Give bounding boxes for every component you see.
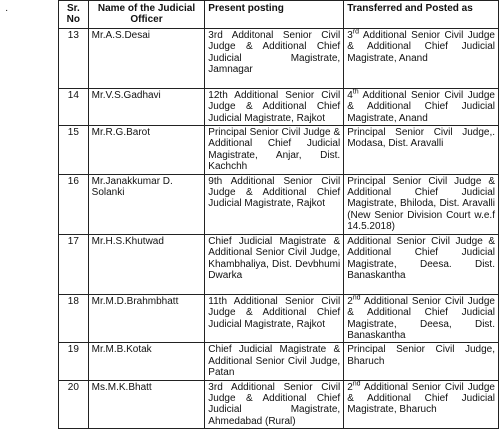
cell-officer-name: Mr.M.D.Brahmbhatt	[88, 294, 205, 343]
transferred-text: 2	[347, 295, 353, 307]
cell-transferred-posted	[344, 294, 499, 343]
table-header-row	[59, 1, 499, 29]
transferred-text-rest: Additional Senior Civil Judge & Additional Chief Judicial Magistrate, Deesa, Dist. Banaskantha	[347, 295, 495, 341]
transferred-text: 4	[347, 89, 353, 101]
table-row	[59, 380, 499, 429]
cell-sr-no: 13	[59, 28, 89, 88]
transferred-text-rest: Additional Senior Civil Judge & Additional Chief Judicial Magistrate, Bharuch	[347, 381, 495, 416]
present-posting-text: Chief Judicial Magistrate & Additional Senior Civil Judge, Patan	[208, 344, 341, 379]
cell-present-posting	[205, 28, 344, 88]
cell-present-posting	[205, 126, 344, 175]
cell-officer-name: Mr.R.G.Barot	[88, 126, 205, 175]
table-row	[59, 28, 499, 88]
transferred-text: Additional Senior Civil Judge & Additional Chief Judicial Magistrate, Deesa. Dist. Banaskantha	[347, 235, 495, 281]
table-body	[59, 28, 499, 428]
cell-officer-name: Mr.H.S.Khutwad	[88, 234, 205, 294]
table-row	[59, 88, 499, 125]
table-row	[59, 294, 499, 343]
cell-transferred-posted	[344, 380, 499, 429]
table-row	[59, 174, 499, 234]
ordinal-suffix: nd	[352, 380, 361, 388]
transferred-text: Principal Senior Civil Judge,. Modasa, Dist. Aravalli	[347, 127, 495, 150]
cell-present-posting	[205, 88, 344, 125]
cell-present-posting	[205, 234, 344, 294]
cell-officer-name: Mr.M.B.Kotak	[88, 343, 205, 380]
ordinal-suffix: rd	[352, 28, 359, 36]
cell-present-posting	[205, 343, 344, 380]
transferred-text-rest: Additional Senior Civil Judge & Additional Chief Judicial Magistrate, Anand	[347, 89, 495, 124]
cell-transferred-posted	[344, 343, 499, 380]
cell-present-posting	[205, 294, 344, 343]
cell-sr-no: 19	[59, 343, 89, 380]
transferred-text: 3	[347, 29, 353, 41]
present-posting-text: Chief Judicial Magistrate & Additional Senior Civil Judge, Khambhaliya, Dist. Devbhumi Dwarka	[208, 235, 341, 281]
header-name: Name of the Judicial Officer	[88, 1, 205, 29]
present-posting-text: 12th Additional Senior Civil Judge & Additional Chief Judicial Magistrate, Rajkot	[208, 89, 341, 124]
cell-officer-name: Mr.A.S.Desai	[88, 28, 205, 88]
cell-transferred-posted	[344, 28, 499, 88]
transferred-text: Principal Senior Civil Judge & Additional Chief Judicial Magistrate, Bhiloda, Dist. Aravalli (New Senior Division Court w.e.f 14.5.2018)	[347, 175, 495, 233]
ordinal-suffix: nd	[352, 294, 361, 302]
header-sr-no: Sr. No	[59, 1, 89, 29]
cell-present-posting	[205, 174, 344, 234]
present-posting-text: 9th Additional Senior Civil Judge & Additional Chief Judicial Magistrate, Rajkot	[208, 175, 341, 210]
table-row	[59, 343, 499, 380]
cell-officer-name: Mr.Janakkumar D. Solanki	[88, 174, 205, 234]
present-posting-text: 3rd Additional Senior Civil Judge & Additional Chief Judicial Magistrate, Ahmedabad (Rural)	[208, 381, 341, 427]
cell-transferred-posted	[344, 174, 499, 234]
cell-transferred-posted	[344, 126, 499, 175]
transferred-text-rest: Additional Senior Civil Judge & Additional Chief Judicial Magistrate, Anand	[347, 29, 495, 64]
header-present-posting: Present posting	[205, 1, 344, 29]
cell-sr-no: 20	[59, 380, 89, 429]
ordinal-suffix: th	[352, 88, 359, 96]
cell-sr-no: 15	[59, 126, 89, 175]
transferred-text: 2	[347, 381, 353, 393]
cell-sr-no: 17	[59, 234, 89, 294]
table-row	[59, 126, 499, 175]
table-row	[59, 234, 499, 294]
present-posting-text: 11th Additional Senior Civil Judge & Additional Chief Judicial Magistrate, Rajkot	[208, 295, 341, 330]
cell-sr-no: 16	[59, 174, 89, 234]
header-transferred-posted: Transferred and Posted as	[344, 1, 499, 29]
cell-officer-name: Mr.V.S.Gadhavi	[88, 88, 205, 125]
cell-sr-no: 18	[59, 294, 89, 343]
transfer-table	[58, 0, 499, 429]
transferred-text: Principal Senior Civil Judge, Bharuch	[347, 344, 495, 367]
cell-transferred-posted	[344, 88, 499, 125]
cell-present-posting	[205, 380, 344, 429]
cell-sr-no: 14	[59, 88, 89, 125]
cell-transferred-posted	[344, 234, 499, 294]
present-posting-text: 3rd Additonal Senior Civil Judge & Additional Chief Judicial Magistrate, Jamnagar	[208, 29, 341, 76]
cell-officer-name: Ms.M.K.Bhatt	[88, 380, 205, 429]
stray-mark: ·	[5, 5, 9, 16]
present-posting-text: Principal Senior Civil Judge & Additional Chief Judicial Magistrate, Anjar, Dist. Kachchh	[208, 127, 341, 173]
